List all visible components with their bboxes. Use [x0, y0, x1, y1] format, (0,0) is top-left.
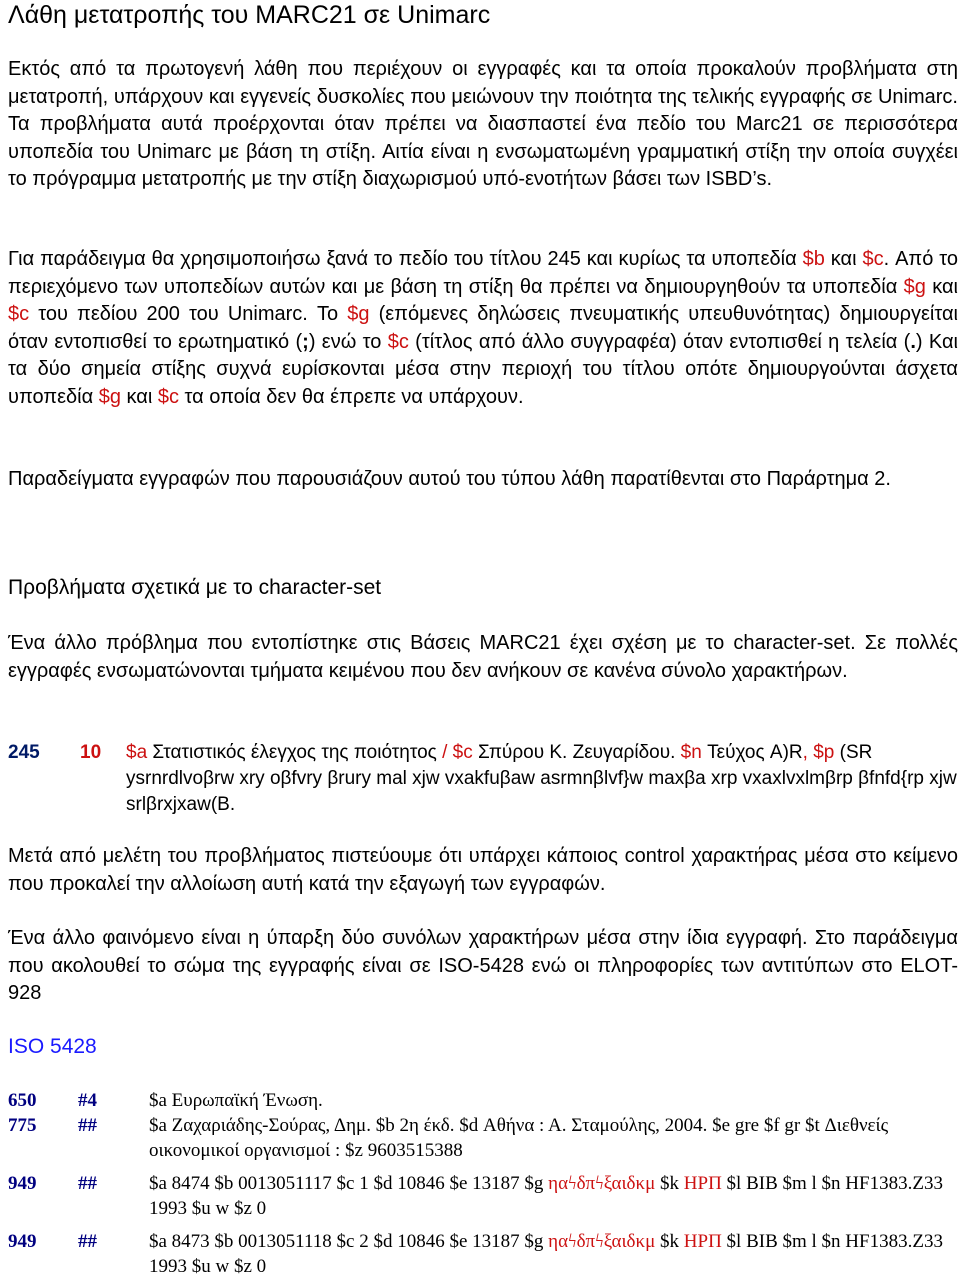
record-indicators: ## — [78, 1115, 97, 1136]
marc-tag: 245 — [8, 742, 40, 763]
subfield-c: $c — [8, 303, 30, 325]
paragraph-two-charsets: Ένα άλλο φαινόμενο είναι η ύπαρξη δύο συνόλων χαρακτήρων μέσα στην ίδια εγγραφή. Στο παράδειγμα που ακολουθεί το σώμα της εγγραφής είναι σε ISO-5428 ενώ οι πληροφορίες των αντιτύπων στο ELOT-928 — [8, 927, 958, 1004]
paragraph-charset: Ένα άλλο πρόβλημα που εντοπίστηκε στις Βάσεις MARC21 έχει σχέση με το character-set. Σε πολλές εγγραφές ενσωματώνονται τμήματα κειμένου που δεν ανήκουν σε κανένα σύνολο χαρακτήρων. — [8, 632, 958, 682]
record-tag: 650 — [8, 1090, 37, 1111]
record-indicators: ## — [78, 1173, 97, 1194]
garbled-text: ηαϟδπϟξαιδκμ — [548, 1231, 656, 1252]
subfield-g: $g — [347, 303, 370, 325]
subfield-c: $c — [157, 385, 179, 408]
garbled-text: ηαϟδπϟξαιδκμ — [548, 1173, 656, 1194]
record-text: $a 8474 $b 0013051117 $c 1 $d 10846 $e 13187 $g ηαϟδπϟξαιδκμ $k ΗΡΠ $l BIB $m l $n HF1383.Z33 1993 $u w $z 0 — [149, 1173, 943, 1219]
paragraph-example: Για παράδειγμα θα χρησιμοποιήσω ξανά το πεδίο του τίτλου 245 και κυρίως τα υποπεδία $b και $c. Από το περιεχόμενο των υποπεδίων αυτών και με βάση τη στίξη θα πρέπει να δημιουργηθούν τα υποπεδία $g και $c του πεδίου 200 του Unimarc. Το $g (επόμενες δηλώσεις πνευματικής υπευθυνότητας) δημιουργείται όταν εντοπισθεί το ερωτηματικό (;) ενώ το $c (τίτλος από άλλο συγγραφέα) όταν εντοπισθεί η τελεία (.) Και τα δύο σημεία στίξης συχνά ευρίσκονται μέσα στην περιοχή του τίτλου οπότε δημιουργούνται άσχετα υποπεδία $g και $c τα οποία δεν θα έπρεπε να υπάρχουν. — [8, 248, 959, 408]
paragraph-control-char: Μετά από μελέτη του προβλήματος πιστεύουμε ότι υπάρχει κάποιος control χαρακτήρας μέσα στο κείμενο που προκαλεί την αλλοίωση αυτή κατά την εξαγωγή των εγγραφών. — [8, 845, 958, 895]
record-text: $a 8473 $b 0013051118 $c 2 $d 10846 $e 13187 $g ηαϟδπϟξαιδκμ $k ΗΡΠ $l BIB $m l $n HF1383.Z33 1993 $u w $z 0 — [149, 1231, 943, 1277]
paragraph-intro: Εκτός από τα πρωτογενή λάθη που περιέχουν οι εγγραφές και τα οποία προκαλούν προβλήματα στη μετατροπή, υπάρχουν και εγγενείς δυσκολίες που μειώνουν την ποιότητα της τελικής εγγραφής σε Unimarc. Τα προβλήματα αυτά προέρχονται όταν πρέπει να διασπαστεί ένα πεδίο του Marc21 σε περισσότερα υποπεδία του Unimarc με βάση τη στίξη. Αιτία είναι η ενσωματωμένη γραμματική στίξη την οποία συγχέει το πρόγραμμα μετατροπής με την στίξη διαχωρισμού υπό-ενοτήτων βάσει των ISBD’s. — [8, 58, 958, 190]
marc-field-text: $a Στατιστικός έλεγχος της ποιότητος / $c Σπύρου Κ. Ζευγαρίδου. $n Τεύχος A)R, $p (SR ysrnrdlvoβrw xry oβfvry βrury mal xjw vxakfuβaw asrmnβlvf}w maxβa xrp vxaxlvxlmβrp βfnfd{rp xjw srlβrxjxaw(B. — [126, 742, 957, 815]
semicolon-mark: ; — [302, 330, 309, 353]
record-text: $a Ευρωπαϊκή Ένωση. — [149, 1090, 323, 1111]
record-text: $a Ζαχαριάδης-Σούρας, Δημ. $b 2η έκδ. $d Αθήνα : Α. Σταμούλης, 2004. $e gre $f gr $t Διεθνείς οικονομικοί οργανισμοί : $z 9603515388 — [149, 1115, 889, 1161]
subfield-g: $g — [903, 275, 926, 298]
subfield-b: $b — [802, 248, 825, 270]
page-title: Λάθη μετατροπής του MARC21 σε Unimarc — [8, 1, 491, 29]
iso-heading: ISO 5428 — [8, 1035, 97, 1058]
subfield-c: $c — [862, 248, 884, 270]
location-code: ΗΡΠ — [683, 1231, 722, 1252]
paragraph-examples-appendix: Παραδείγματα εγγραφών που παρουσιάζουν αυτού του τύπου λάθη παρατίθενται στο Παράρτημα 2. — [8, 468, 891, 490]
subfield-c: $c — [387, 330, 409, 353]
record-tag: 949 — [8, 1231, 37, 1252]
period-mark: . — [910, 330, 916, 353]
record-tag: 949 — [8, 1173, 37, 1194]
record-indicators: #4 — [78, 1090, 97, 1111]
subfield-g: $g — [98, 385, 121, 408]
section-heading-charset: Προβλήματα σχετικά με το character-set — [8, 576, 382, 599]
location-code: ΗΡΠ — [683, 1173, 722, 1194]
marc-indicators: 10 — [80, 742, 102, 763]
record-indicators: ## — [78, 1231, 97, 1252]
record-tag: 775 — [8, 1115, 37, 1136]
